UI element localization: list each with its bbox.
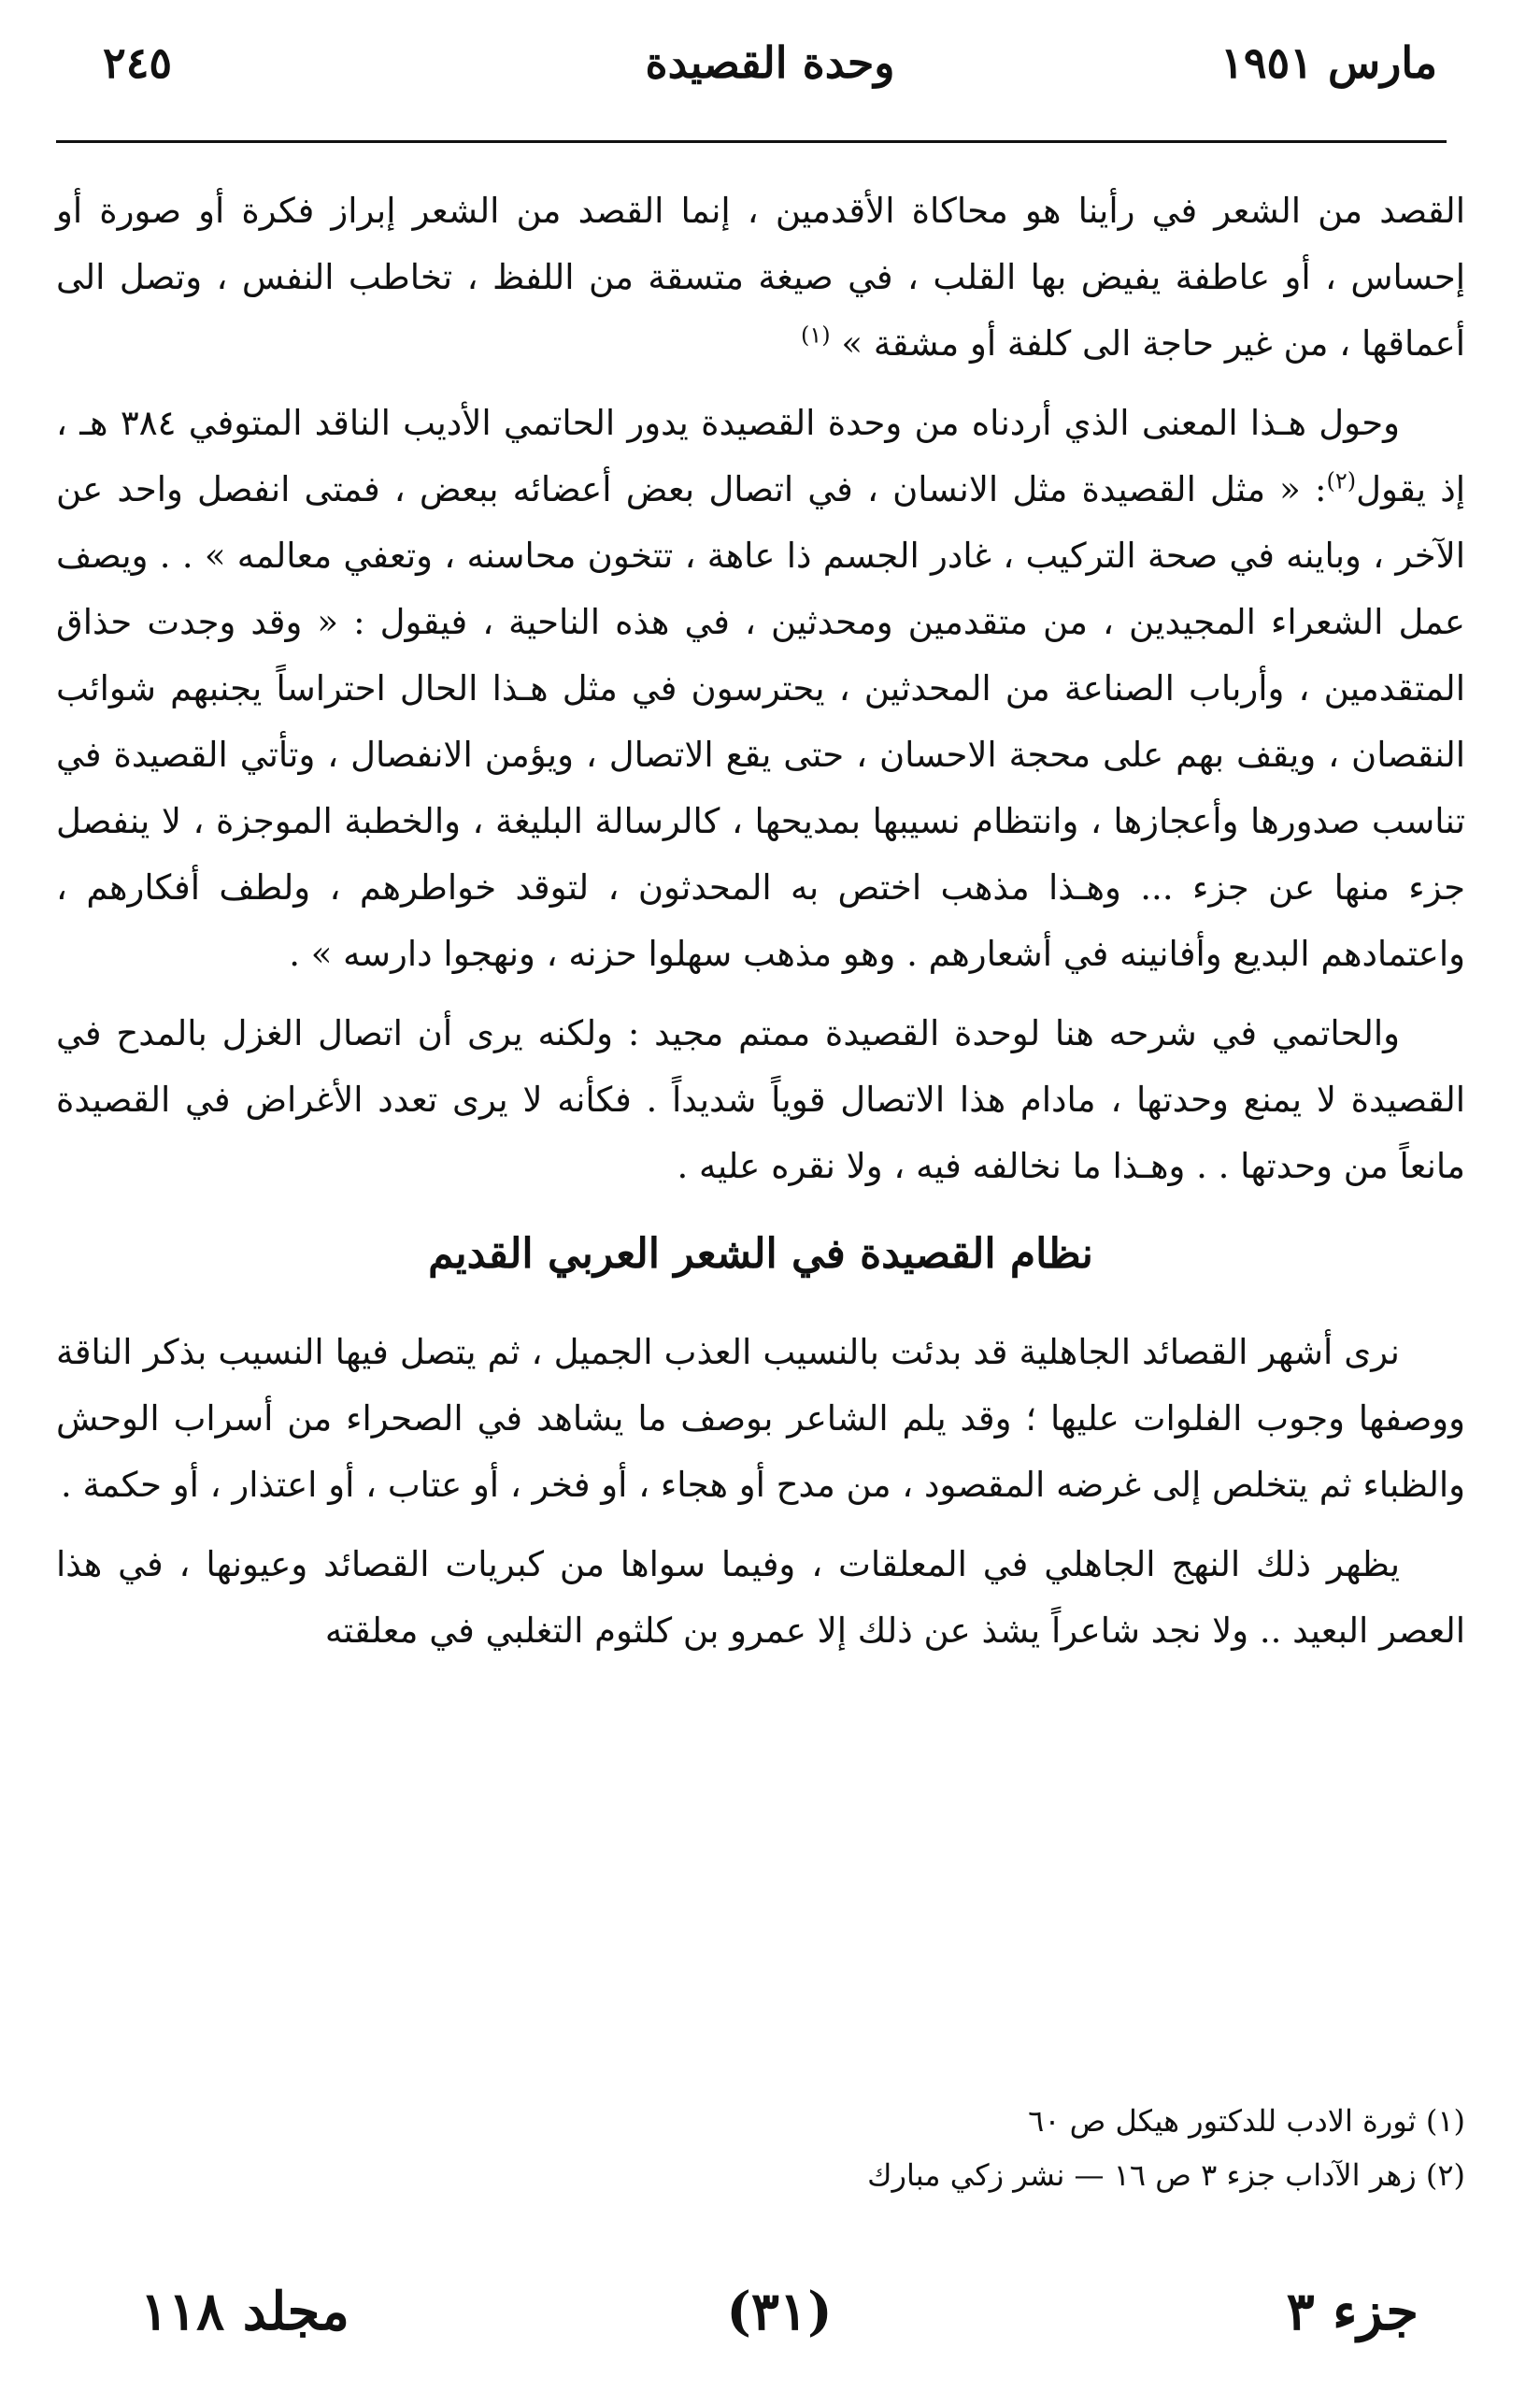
issue-number: (٣١) <box>726 2281 833 2342</box>
footnote-ref-2: (٢) <box>1326 467 1357 494</box>
part-label: جزء ٣ <box>1286 2281 1419 2342</box>
paragraph-1 <box>56 178 1465 377</box>
running-title: وحدة القصيدة <box>645 37 895 88</box>
footnotes <box>56 2094 1465 2202</box>
paragraph-4: نرى أشهر القصائد الجاهلية قد بدئت بالنسيب العذب الجميل ، ثم يتصل فيها النسيب بذكر الناقة ووصفها وجوب الفلوات عليها ؛ وقد يلم الشاعر بوصف ما يشاهد في الصحراء من أسراب الوحش والظباء ثم يتخلص إلى غرضه المقصود ، من مدح أو هجاء ، أو فخر ، أو عتاب ، أو اعتذار ، أو حكمة . <box>56 1332 1465 1505</box>
running-header <box>103 37 1437 103</box>
header-divider <box>56 140 1447 143</box>
footnote-ref-1: (١) <box>801 322 831 349</box>
issue-date: مارس ١٩٥١ <box>1220 37 1437 88</box>
section-heading: نظام القصيدة في الشعر العربي القديم <box>428 1230 1093 1278</box>
paragraph-2 <box>56 390 1465 987</box>
volume-label: مجلد ١١٨ <box>140 2281 349 2342</box>
paragraph-2-text-a: وحول هـذا المعنى الذي أردناه من وحدة القصيدة يدور الحاتمي الأديب الناقد المتوفي ٣٨٤ هـ ، إذ يقول <box>56 403 1466 509</box>
footnote-2: (٢) زهر الآداب جزء ٣ ص ١٦ — نشر زكي مبارك <box>867 2157 1465 2193</box>
paragraph-3: والحاتمي في شرحه هنا لوحدة القصيدة ممتم مجيد : ولكنه يرى أن اتصال الغزل بالمدح في القصيدة لا يمنع وحدتها ، مادام هذا الاتصال قوياً شديداً . فكأنه لا يرى تعدد الأغراض في القصيدة مانعاً من وحدتها . . وهـذا ما نخالفه فيه ، ولا نقره عليه . <box>56 1013 1465 1186</box>
page-footer <box>140 2281 1419 2365</box>
paragraph-1-text: القصد من الشعر في رأينا هو محاكاة الأقدمين ، إنما القصد من الشعر إبراز فكرة أو صورة أو إحساس ، أو عاطفة يفيض بها القلب ، في صيغة متسقة من اللفظ ، تخاطب النفس ، وتصل الى أعماقها ، من غير حاجة الى كلفة أو مشقة » <box>56 191 1465 364</box>
footnote-1: (١) ثورة الادب للدكتور هيكل ص ٦٠ <box>1028 2103 1465 2139</box>
paragraph-2-text-b: : « مثل القصيدة مثل الانسان ، في اتصال بعض أعضائه ببعض ، فمتى انفصل واحد عن الآخر ، وباينه في صحة التركيب ، غادر الجسم ذا عاهة ، تتخون محاسنه ، وتعفي معالمه » . . ويصف عمل الشعراء المجيدين ، من متقدمين ومحدثين ، في هذه الناحية ، فيقول : « وقد وجدت حذاق المتقدمين ، وأرباب الصناعة من المحدثين ، يحترسون في مثل هـذا الحال احتراساً يجنبهم شوائب النقصان ، ويقف بهم على محجة الاحسان ، حتى يقع الاتصال ، ويؤمن الانفصال ، وتأتي القصيدة في تناسب صدورها وأعجازها ، وانتظام نسيبها بمديحها ، كالرسالة البليغة ، والخطبة الموجزة ، لا ينفصل جزء منها عن جزء ... وهـذا مذهب اختص به المحدثون ، لتوقد خواطرهم ، ولطف أفكارهم ، واعتمادهم البديع وأفانينه في أشعارهم . وهو مذهب سهلوا حزنه ، ونهجوا دارسه » . <box>56 469 1465 974</box>
article-body <box>56 178 1465 1677</box>
page-number: ٢٤٥ <box>103 37 173 88</box>
paragraph-5: يظهر ذلك النهج الجاهلي في المعلقات ، وفيما سواها من كبريات القصائد وعيونها ، في هذا العصر البعيد .. ولا نجد شاعراً يشذ عن ذلك إلا عمرو بن كلثوم التغلبي في معلقته <box>56 1544 1465 1651</box>
